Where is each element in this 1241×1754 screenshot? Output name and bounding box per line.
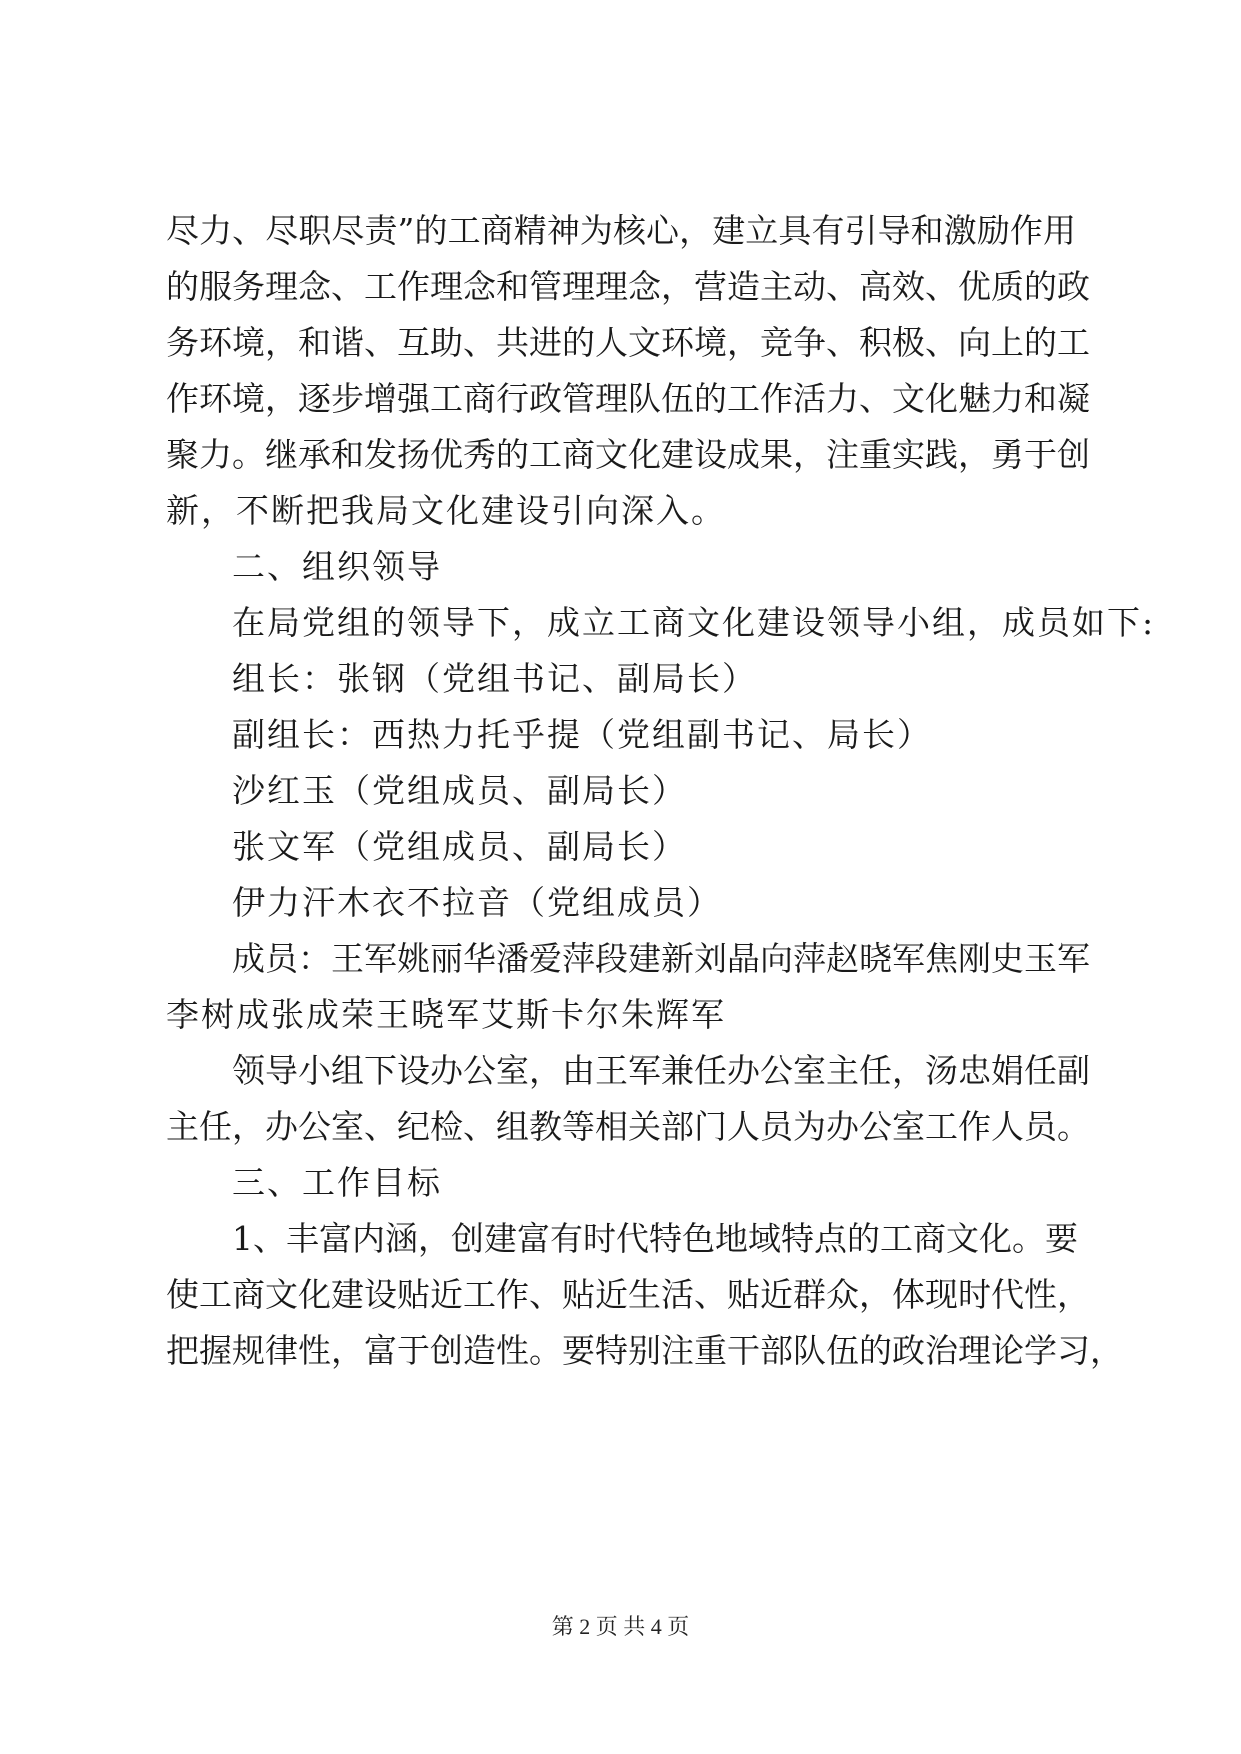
member-line: 沙红玉（党组成员、副局长） <box>232 771 687 810</box>
member-line: 组长：张钢（党组书记、副局长） <box>232 659 757 698</box>
body-line: 1、丰富内涵，创建富有时代特色地域特点的工商文化。要 <box>232 1219 1078 1258</box>
body-line: 的服务理念、工作理念和管理理念，营造主动、高效、优质的政 <box>166 267 1090 306</box>
body-line: 主任，办公室、纪检、组教等相关部门人员为办公室工作人员。 <box>166 1107 1090 1146</box>
body-line: 务环境，和谐、互助、共进的人文环境，竞争、积极、向上的工 <box>166 323 1090 362</box>
body-line: 聚力。继承和发扬优秀的工商文化建设成果，注重实践，勇于创 <box>166 435 1090 474</box>
member-line: 张文军（党组成员、副局长） <box>232 827 687 866</box>
page-footer: 第 2 页 共 4 页 <box>551 1614 690 1639</box>
body-line: 把握规律性，富于创造性。要特别注重干部队伍的政治理论学习， <box>166 1331 1123 1370</box>
body-line: 领导小组下设办公室，由王军兼任办公室主任，汤忠娟任副 <box>232 1051 1090 1090</box>
member-line: 副组长：西热力托乎提（党组副书记、局长） <box>232 715 932 754</box>
body-line: 在局党组的领导下，成立工商文化建设领导小组，成员如下: <box>232 603 1156 642</box>
body-line: 尽力、尽职尽责”的工商精神为核心，建立具有引导和激励作用 <box>166 211 1076 250</box>
body-line: 作环境，逐步增强工商行政管理队伍的工作活力、文化魅力和凝 <box>166 379 1090 418</box>
body-line: 使工商文化建设贴近工作、贴近生活、贴近群众，体现时代性， <box>166 1275 1090 1314</box>
body-line: 新，不断把我局文化建设引向深入。 <box>166 491 726 530</box>
section-heading: 三、工作目标 <box>232 1163 442 1202</box>
member-line: 成员：王军姚丽华潘爱萍段建新刘晶向萍赵晓军焦刚史玉军 <box>232 939 1090 978</box>
member-line: 伊力汗木衣不拉音（党组成员） <box>232 883 722 922</box>
member-line: 李树成张成荣王晓军艾斯卡尔朱辉军 <box>166 995 726 1034</box>
section-heading: 二、组织领导 <box>232 547 442 586</box>
